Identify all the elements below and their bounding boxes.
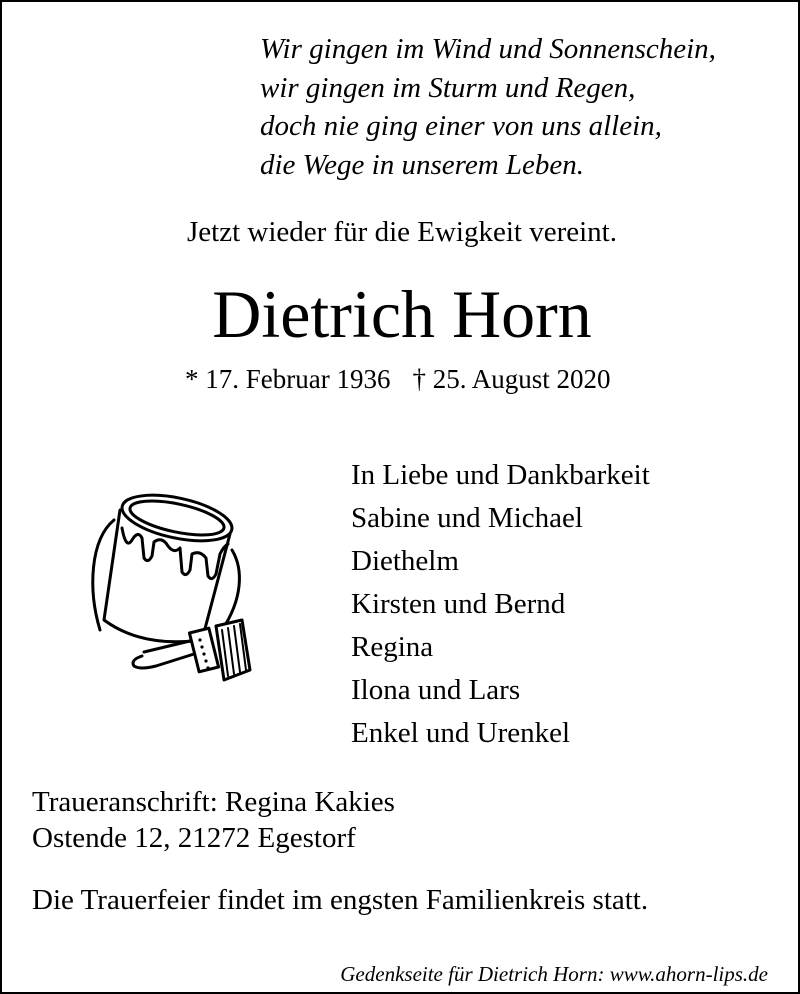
mourner-line: Sabine und Michael: [351, 502, 583, 534]
reunion-text: Jetzt wieder für die Ewigkeit vereint.: [186, 216, 617, 248]
funeral-notice: Die Trauerfeier findet im engsten Familienkreis statt.: [32, 884, 649, 916]
mourner-line: In Liebe und Dankbarkeit: [351, 459, 650, 491]
birth-date: * 17. Februar 1936: [185, 364, 391, 394]
address-line: Traueranschrift: Regina Kakies: [32, 786, 395, 818]
life-dates: [185, 362, 611, 396]
mourner-line: Ilona und Lars: [351, 674, 521, 706]
mourning-address: [32, 784, 395, 856]
poem-line: doch nie ging einer von uns allein,: [260, 110, 662, 142]
address-line: Ostende 12, 21272 Egestorf: [32, 822, 356, 854]
mourner-line: Regina: [351, 631, 434, 663]
mourner-line: Kirsten und Bernd: [351, 588, 566, 620]
memorial-poem: [260, 30, 716, 184]
death-date: † 25. August 2020: [412, 364, 611, 394]
poem-line: die Wege in unserem Leben.: [260, 148, 585, 181]
mourner-line: Diethelm: [351, 545, 459, 577]
poem-line: Wir gingen im Wind und Sonnenschein,: [260, 33, 716, 65]
mourner-line: Enkel und Urenkel: [351, 717, 571, 749]
poem-line: wir gingen im Sturm und Regen,: [260, 71, 636, 104]
mourners-list: [351, 454, 650, 755]
paint-bucket-with-brush-icon: [82, 480, 254, 694]
memorial-page-link[interactable]: Gedenkseite für Dietrich Horn: www.ahorn-lips.de: [340, 962, 768, 986]
deceased-name: Dietrich Horn: [212, 276, 592, 352]
